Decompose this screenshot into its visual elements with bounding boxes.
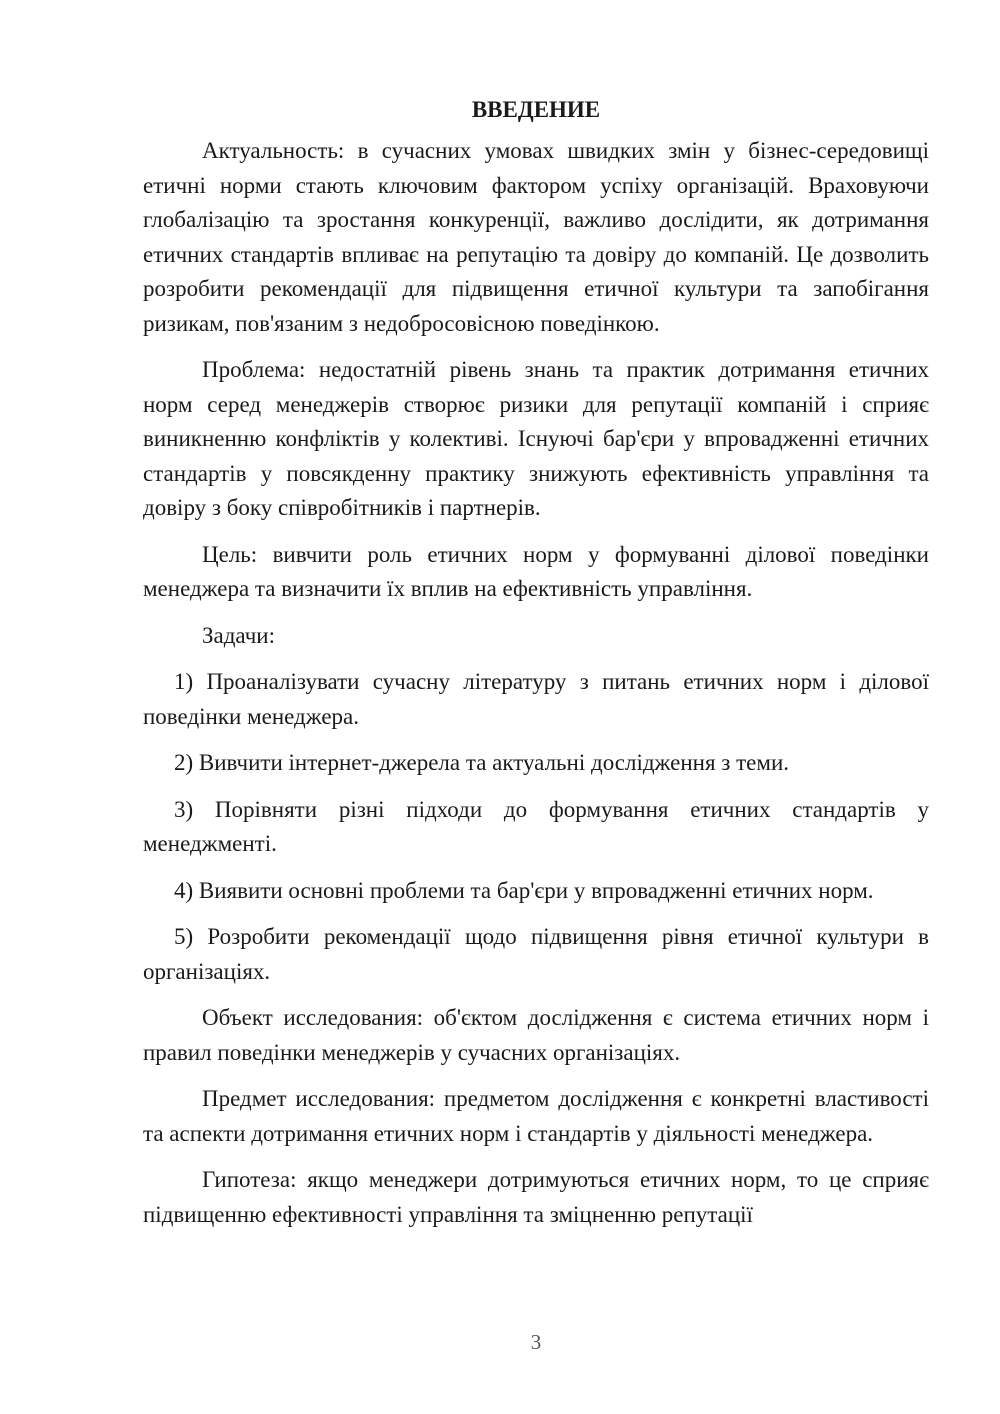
problem-paragraph: Проблема: недостатній рівень знань та практик дотримання етичних норм серед менеджерів створює ризики для репутації компаній і сприяє виникненню конфліктів у колективі. Існуючі бар'єри у впровадженні етичних стандартів у повсякденну практику знижують ефективність управління та довіру з боку співробітників і партнерів. — [143, 357, 929, 520]
goal-paragraph: Цель: вивчити роль етичних норм у формуванні ділової поведінки менеджера та визначити їх вплив на ефективність управління. — [143, 541, 929, 601]
tasks-label: Задачи: — [202, 622, 275, 648]
hypothesis-paragraph: Гипотеза: якщо менеджери дотримуються етичних норм, то це сприяє підвищенню ефективності управління та зміцненню репутації — [143, 1167, 929, 1227]
task-item: 1) Проаналізувати сучасну літературу з питань етичних норм і ділової поведінки менеджера. — [143, 669, 929, 729]
section-heading: ВВЕДЕНИЕ — [471, 97, 601, 122]
page-number: 3 — [530, 1330, 542, 1354]
task-item: 5) Розробити рекомендації щодо підвищення рівня етичної культури в організаціях. — [143, 924, 929, 984]
task-item: 2) Вивчити інтернет-джерела та актуальні дослідження з теми. — [174, 750, 790, 775]
task-item: 3) Порівняти різні підходи до формування етичних стандартів у менеджменті. — [143, 796, 929, 856]
page-content — [143, 92, 929, 1232]
relevance-paragraph: Актуальность: в сучасних умовах швидких змін у бізнес-середовищі етичні норми стають ключовим фактором успіху організацій. Враховуючи глобалізацію та зростання конкуренції, важливо дослідити, як дотримання етичних стандартів впливає на репутацію та довіру до компаній. Це дозволить розробити рекомендації для підвищення етичної культури та запобігання ризикам, пов'язаним з недобросовісною поведінкою. — [143, 138, 929, 336]
subject-paragraph: Предмет исследования: предметом дослідження є конкретні властивості та аспекти дотримання етичних норм і стандартів у діяльності менеджера. — [143, 1086, 929, 1146]
object-paragraph: Объект исследования: об'єктом дослідження є система етичних норм і правил поведінки менеджерів у сучасних організаціях. — [143, 1005, 929, 1065]
task-item: 4) Виявити основні проблеми та бар'єри у впровадженні етичних норм. — [174, 877, 874, 903]
